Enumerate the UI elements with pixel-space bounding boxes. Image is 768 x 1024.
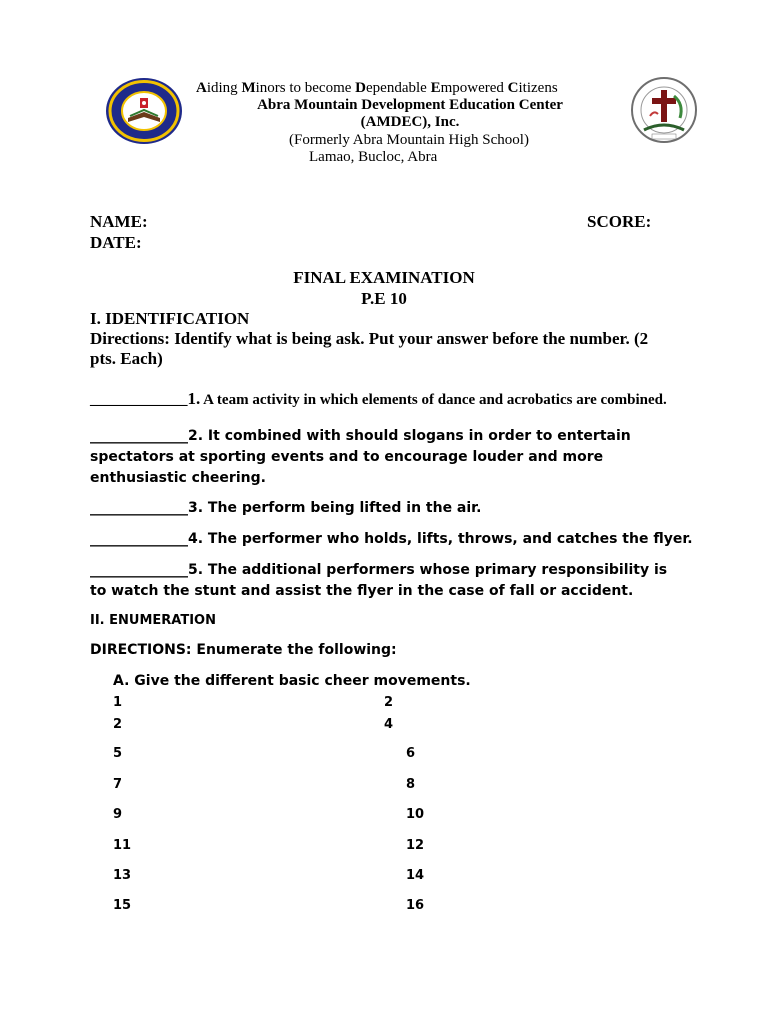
- motto: [196, 80, 558, 97]
- question-number: 4.: [188, 531, 204, 547]
- enum-number: 8: [406, 777, 416, 792]
- question-1: [90, 389, 690, 410]
- enum-number: 4: [384, 717, 394, 732]
- question-number: 3.: [188, 500, 204, 516]
- question-5: [90, 560, 670, 602]
- exam-subject: P.E 10: [361, 289, 407, 308]
- question-3: [90, 498, 690, 519]
- school-logo: [104, 76, 184, 146]
- enum-number: 2: [384, 695, 394, 710]
- question-number: 2.: [188, 428, 204, 444]
- date-label: DATE:: [90, 233, 142, 252]
- part2-heading: II. ENUMERATION: [90, 613, 216, 628]
- exam-title: FINAL EXAMINATION: [293, 268, 475, 287]
- score-label: SCORE:: [587, 212, 652, 231]
- answer-blank[interactable]: ______________: [90, 562, 188, 578]
- enum-number: 10: [406, 807, 425, 822]
- question-text: It combined with should slogans in order to entertain spectators at sporting events and to encourage louder and more enthusiastic cheering.: [90, 428, 631, 486]
- answer-blank[interactable]: ______________: [90, 500, 188, 516]
- enum-number: 14: [406, 868, 425, 883]
- enum-number: 9: [113, 807, 123, 822]
- church-logo: [630, 74, 698, 146]
- question-4: [90, 529, 710, 550]
- part2-directions: DIRECTIONS: Enumerate the following:: [90, 642, 397, 658]
- answer-blank[interactable]: ______________: [90, 531, 188, 547]
- part1-heading: I. IDENTIFICATION: [90, 309, 250, 328]
- question-number: 5.: [188, 562, 204, 578]
- part2-subheading: A. Give the different basic cheer movements.: [113, 673, 471, 689]
- enum-number: 16: [406, 898, 425, 913]
- school-abbrev: (AMDEC), Inc.: [360, 114, 460, 130]
- enum-number: 13: [113, 868, 132, 883]
- formerly-name: (Formerly Abra Mountain High School): [289, 132, 529, 148]
- question-text: A team activity in which elements of dance and acrobatics are combined.: [200, 392, 667, 408]
- enum-number: 15: [113, 898, 132, 913]
- enum-number: 6: [406, 746, 416, 761]
- motto-m: Minors to become: [241, 80, 356, 96]
- name-label: NAME:: [90, 212, 148, 231]
- school-name: Abra Mountain Development Education Center: [257, 97, 563, 113]
- motto-d: Dependable: [355, 80, 431, 96]
- part1-directions: Directions: Identify what is being ask. Put your answer before the number. (2 pts. Each): [90, 329, 649, 368]
- enum-number: 11: [113, 838, 132, 853]
- enum-number: 2: [113, 717, 123, 732]
- question-text: The perform being lifted in the air.: [203, 500, 482, 516]
- question-2: [90, 426, 670, 489]
- question-text: The additional performers whose primary responsibility is to watch the stunt and assist the flyer in the case of fall or accident.: [90, 562, 668, 599]
- enum-number: 7: [113, 777, 123, 792]
- motto-c: Citizens: [507, 80, 558, 96]
- answer-blank[interactable]: ______________: [90, 428, 188, 444]
- enum-number: 1: [113, 695, 123, 710]
- answer-blank[interactable]: _____________: [90, 392, 188, 408]
- enum-number: 12: [406, 838, 425, 853]
- enum-number: 5: [113, 746, 123, 761]
- motto-e: Empowered: [430, 80, 508, 96]
- motto-a: Aiding: [196, 80, 242, 96]
- question-number: 1.: [187, 389, 201, 408]
- question-text: The performer who holds, lifts, throws, and catches the flyer.: [203, 531, 693, 547]
- address: Lamao, Bucloc, Abra: [309, 149, 438, 165]
